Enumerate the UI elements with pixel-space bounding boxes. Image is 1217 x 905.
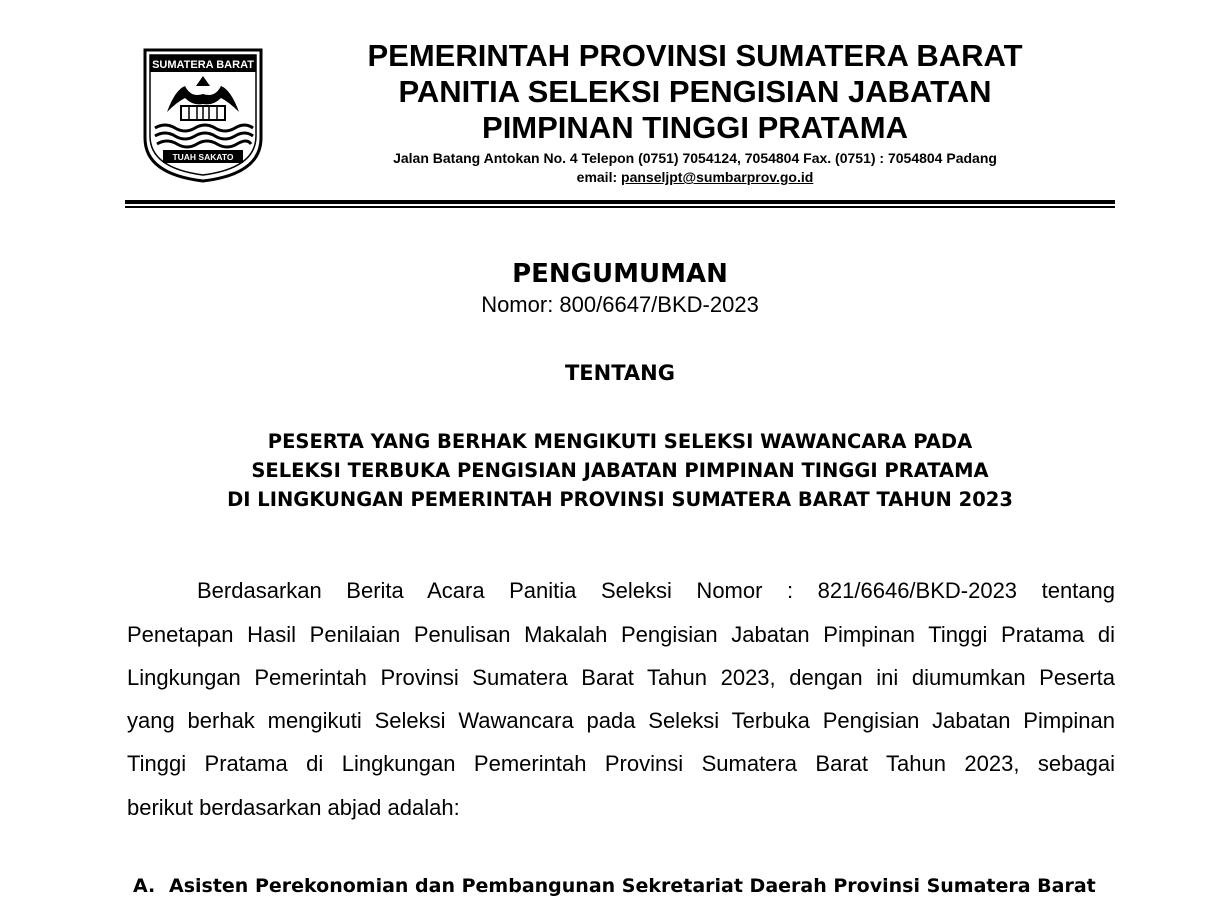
letterhead-line-1: PEMERINTAH PROVINSI SUMATERA BARAT [367, 38, 1023, 73]
letterhead-line-2: PANITIA SELEKSI PENGISIAN JABATAN [398, 74, 992, 109]
letterhead-line-3: PIMPINAN TINGGI PRATAMA [482, 110, 908, 145]
paragraph-line-5: Tinggi Pratama di Lingkungan Pemerintah Provinsi Sumatera Barat Tahun 2023, sebagai [127, 751, 1115, 776]
logo-banner-top-text: SUMATERA BARAT [152, 59, 254, 71]
announcement-number: Nomor: 800/6647/BKD-2023 [481, 292, 759, 317]
provincial-emblem-logo [141, 46, 265, 184]
section-a-heading [133, 872, 1096, 900]
letterhead-email-line [280, 168, 1110, 186]
letterhead-rule-thick [125, 200, 1115, 204]
paragraph-line-2: Penetapan Hasil Penilaian Penulisan Makalah Pengisian Jabatan Pimpinan Tinggi Pratama di [127, 622, 1115, 647]
subject-line-2: SELEKSI TERBUKA PENGISIAN JABATAN PIMPINAN TINGGI PRATAMA [251, 459, 989, 482]
letterhead-address: Jalan Batang Antokan No. 4 Telepon (0751) 7054124, 7054804 Fax. (0751) : 7054804 Padang [393, 150, 997, 166]
section-a-title: Asisten Perekonomian dan Pembangunan Sekretariat Daerah Provinsi Sumatera Barat [169, 875, 1096, 897]
paragraph-line-6: berikut berdasarkan abjad adalah: [127, 795, 460, 820]
logo-banner-bottom-text: TUAH SAKATO [172, 152, 234, 162]
email-label: email: [576, 169, 618, 185]
paragraph-line-4: yang berhak mengikuti Seleksi Wawancara pada Seleksi Terbuka Pengisian Jabatan Pimpinan [127, 708, 1115, 733]
letterhead-rule-thin [125, 206, 1115, 208]
paragraph-line-1: Berdasarkan Berita Acara Panitia Seleksi Nomor : 821/6646/BKD-2023 tentang [197, 578, 1115, 603]
email-link[interactable]: panseljpt@sumbarprov.go.id [621, 169, 814, 185]
subject-line-1: PESERTA YANG BERHAK MENGIKUTI SELEKSI WAWANCARA PADA [267, 430, 973, 453]
announcement-title: PENGUMUMAN [512, 259, 728, 289]
announcement-about-label: TENTANG [564, 361, 675, 385]
paragraph-line-3: Lingkungan Pemerintah Provinsi Sumatera Barat Tahun 2023, dengan ini diumumkan Peserta [127, 665, 1115, 690]
section-a-letter: A. [133, 875, 156, 897]
subject-line-3: DI LINGKUNGAN PEMERINTAH PROVINSI SUMATERA BARAT TAHUN 2023 [227, 488, 1013, 511]
